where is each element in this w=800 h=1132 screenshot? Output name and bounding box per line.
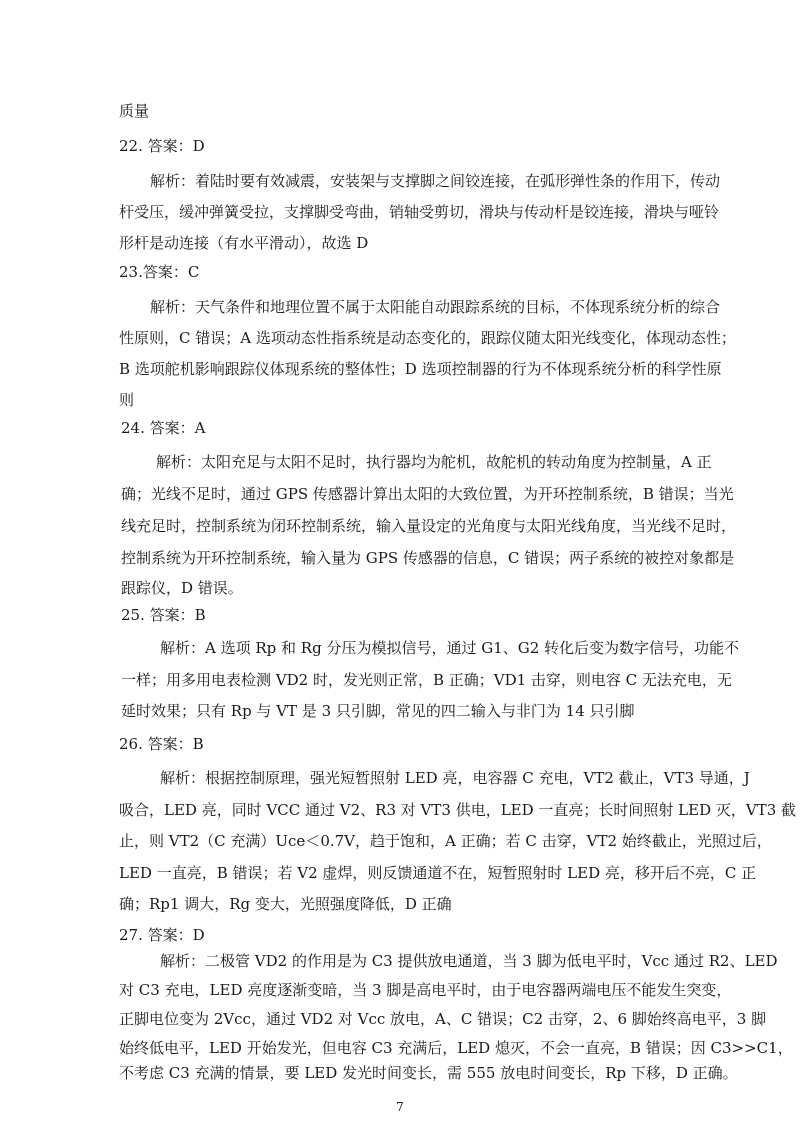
analysis-26-line-3: 止，则 VT2（C 充满）Uce＜0.7V，趋于饱和，A 正确；若 C 击穿，VT2 始终截止，光照过后， — [119, 832, 772, 850]
analysis-24-line-2: 确；光线不足时，通过 GPS 传感器计算出太阳的大致位置，为开环控制系统，B 错误；当光 — [121, 485, 734, 503]
analysis-27-line-4: 始终低电平，LED 开始发光，但电容 C3 充满后，LED 熄灭，不会一直亮，B 错误；因 C3>>C1， — [119, 1039, 793, 1057]
analysis-23-line-2: 性原则，C 错误；A 选项动态性指系统是动态变化的，跟踪仪随太阳光线变化，体现动态性； — [119, 329, 736, 347]
analysis-24-line-1: 解析：太阳充足与太阳不足时，执行器均为舵机，故舵机的转动角度为控制量，A 正 — [156, 453, 712, 471]
analysis-26-line-4: LED 一直亮，B 错误；若 V2 虚焊，则反馈通道不在，短暂照射时 LED 亮，移开后不亮，C 正 — [119, 864, 757, 882]
answer-26: 26. 答案：B — [119, 735, 204, 753]
answer-24: 24. 答案：A — [121, 419, 206, 437]
analysis-26-line-5: 确；Rp1 调大，Rg 变大，光照强度降低，D 正确 — [119, 895, 452, 913]
answer-23: 23.答案：C — [119, 263, 200, 281]
analysis-24-line-5: 跟踪仪，D 错误。 — [121, 579, 243, 597]
answer-25: 25. 答案：B — [121, 606, 206, 624]
analysis-26-line-2: 吸合，LED 亮，同时 VCC 通过 V2、R3 对 VT3 供电，LED 一直亮；长时间照射 LED 灭，VT3 截 — [119, 801, 797, 819]
analysis-26-line-1: 解析：根据控制原理，强光短暂照射 LED 亮，电容器 C 充电，VT2 截止，VT3 导通，J — [160, 769, 750, 787]
analysis-25-line-1: 解析：A 选项 Rp 和 Rg 分压为模拟信号，通过 G1、G2 转化后变为数字信号，功能不 — [160, 639, 740, 657]
analysis-24-line-4: 控制系统为开环控制系统，输入量为 GPS 传感器的信息，C 错误；两子系统的被控对象都是 — [121, 549, 735, 567]
analysis-24-line-3: 线充足时，控制系统为闭环控制系统，输入量设定的光角度与太阳光线角度，当光线不足时， — [121, 517, 737, 535]
answer-27: 27. 答案：D — [119, 926, 205, 944]
analysis-22-line-2: 杆受压，缓冲弹簧受拉，支撑脚受弯曲，销轴受剪切，滑块与传动杆是铰连接，滑块与哑铃 — [119, 203, 720, 221]
analysis-23-line-1: 解析：天气条件和地理位置不属于太阳能自动跟踪系统的目标，不体现系统分析的综合 — [150, 298, 721, 316]
page-number: 7 — [396, 1100, 404, 1114]
analysis-23-line-4: 则 — [119, 391, 135, 409]
analysis-23-line-3: B 选项舵机影响跟踪仪体现系统的整体性；D 选项控制器的行为不体现系统分析的科学性原 — [119, 360, 722, 378]
analysis-27-line-2: 对 C3 充电，LED 亮度逐渐变暗，当 3 脚是高电平时，由于电容器两端电压不能发生突变， — [119, 981, 732, 999]
analysis-22-line-1: 解析：着陆时要有效减震，安装架与支撑脚之间铰连接，在弧形弹性条的作用下，传动 — [150, 172, 721, 190]
analysis-27-line-3: 正脚电位变为 2Vcc，通过 VD2 对 Vcc 放电，A、C 错误；C2 击穿，2、6 脚始终高电平，3 脚 — [119, 1010, 767, 1028]
analysis-25-line-3: 延时效果；只有 Rp 与 VT 是 3 只引脚，常见的四二输入与非门为 14 只引脚 — [121, 702, 635, 720]
continuation-text: 质量 — [119, 102, 150, 120]
analysis-25-line-2: 一样；用多用电表检测 VD2 时，发光则正常，B 正确；VD1 击穿，则电容 C 无法充电，无 — [121, 671, 732, 689]
analysis-27-line-1: 解析：二极管 VD2 的作用是为 C3 提供放电通道，当 3 脚为低电平时，Vcc 通过 R2、LED — [160, 952, 778, 970]
analysis-27-line-5: 不考虑 C3 充满的情景，要 LED 发光时间变长，需 555 放电时间变长，Rp 下移，D 正确。 — [119, 1064, 738, 1082]
analysis-22-line-3: 形杆是动连接（有水平滑动），故选 D — [119, 234, 369, 252]
answer-22: 22. 答案：D — [119, 137, 205, 155]
